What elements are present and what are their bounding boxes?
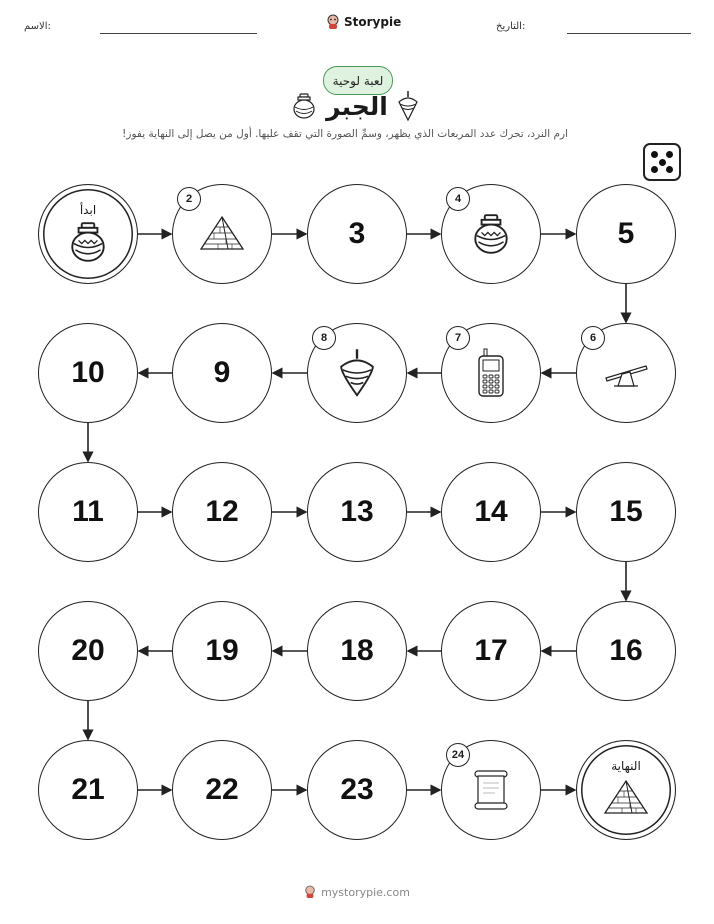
start-label: ابدأ [79, 203, 97, 217]
instructions: ارم النرد، تحرك عدد المربعات الذي يظهر، وسمِّ الصورة التي تقف عليها. أول من يصل إلى النهاية يفوز! [122, 128, 568, 140]
space-number: 16 [609, 634, 643, 667]
space-number: 9 [213, 356, 231, 389]
pot-icon [471, 212, 511, 260]
board-space[interactable] [441, 740, 541, 840]
brand-name: Storypie [344, 15, 402, 29]
space-number: 13 [340, 495, 374, 528]
space-number: 23 [340, 773, 374, 806]
board-space[interactable] [38, 323, 138, 423]
board-space[interactable] [38, 601, 138, 701]
space-number: 10 [71, 356, 105, 389]
footer [0, 885, 714, 899]
board-space[interactable] [441, 323, 541, 423]
board-space[interactable] [172, 323, 272, 423]
spinning-top-icon [338, 346, 376, 404]
space-number: 22 [205, 773, 239, 806]
space-number: 5 [617, 217, 635, 250]
board-game-badge: لعبة لوحية [323, 66, 393, 95]
space-number: 17 [474, 634, 508, 667]
board-space[interactable] [576, 601, 676, 701]
space-number: 11 [72, 495, 104, 528]
space-number: 7 [446, 326, 470, 350]
board-space[interactable] [307, 184, 407, 284]
footer-url: mystorypie.com [321, 885, 410, 899]
seesaw-icon [602, 356, 650, 394]
board-space[interactable] [38, 740, 138, 840]
board-space[interactable] [441, 184, 541, 284]
board-space[interactable] [307, 462, 407, 562]
date-label: التاريخ: [496, 21, 526, 32]
phone-icon [476, 348, 506, 402]
board-space[interactable] [172, 184, 272, 284]
storypie-mascot-icon [304, 885, 316, 899]
board-space[interactable] [441, 462, 541, 562]
board-space[interactable] [307, 740, 407, 840]
space-number: 21 [71, 773, 105, 806]
board-space[interactable] [172, 462, 272, 562]
space-number: 12 [205, 495, 239, 528]
finish-label: النهاية [611, 759, 641, 773]
space-number: 2 [177, 187, 201, 211]
finish-space[interactable] [576, 740, 676, 840]
board-space[interactable] [172, 601, 272, 701]
pyramid-icon [602, 779, 650, 821]
pot-icon [68, 220, 108, 268]
space-number: 4 [446, 187, 470, 211]
board-space[interactable] [576, 323, 676, 423]
start-space[interactable] [38, 184, 138, 284]
board-space[interactable] [441, 601, 541, 701]
space-number: 6 [581, 326, 605, 350]
name-label: الاسم: [24, 21, 51, 32]
scroll-icon [469, 767, 513, 817]
space-number: 24 [446, 743, 470, 767]
space-number: 15 [609, 495, 643, 528]
board-space[interactable] [307, 323, 407, 423]
space-number: 8 [312, 326, 336, 350]
space-number: 18 [340, 634, 374, 667]
space-number: 3 [348, 217, 366, 250]
board-space[interactable] [576, 462, 676, 562]
page-title: الجبر [326, 92, 388, 121]
space-number: 14 [474, 495, 508, 528]
board-space[interactable] [38, 462, 138, 562]
board-space[interactable] [576, 184, 676, 284]
space-number: 20 [71, 634, 105, 667]
board-space[interactable] [172, 740, 272, 840]
pyramid-icon [198, 215, 246, 257]
space-number: 19 [205, 634, 239, 667]
board-space[interactable] [307, 601, 407, 701]
